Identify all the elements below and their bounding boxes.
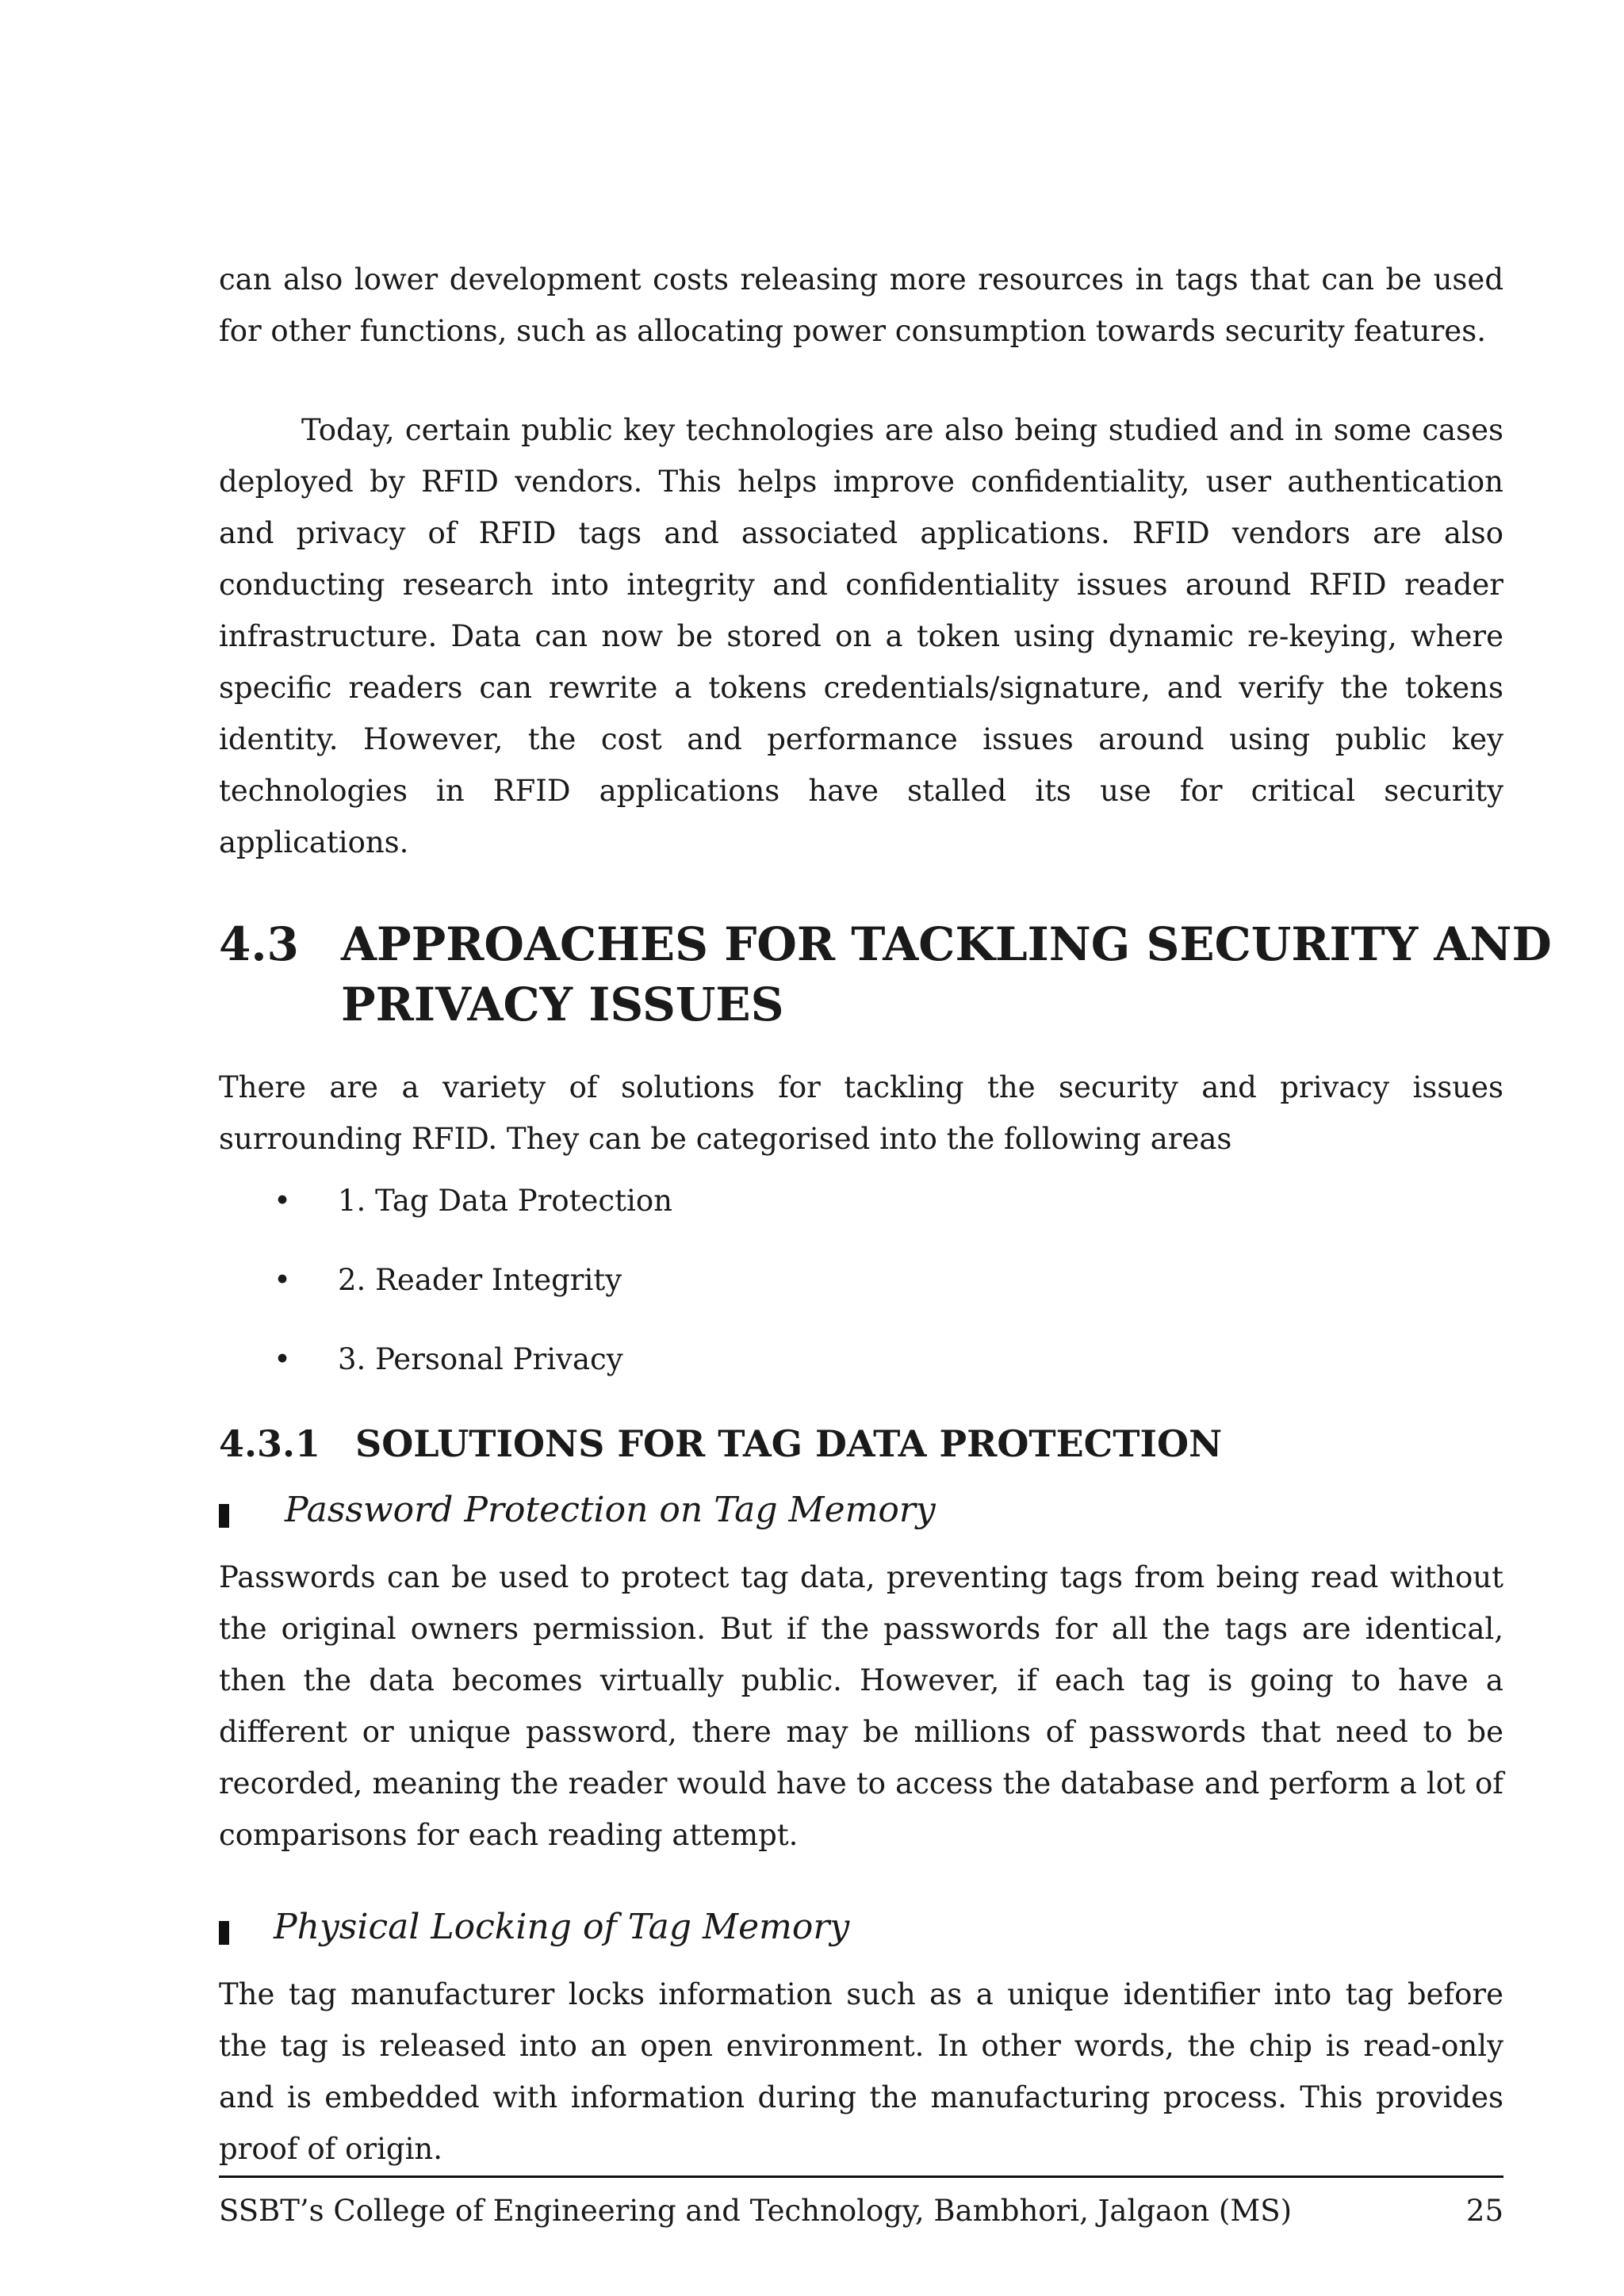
subsection-heading (219, 1420, 1503, 1468)
footer-institution: SSBT’s College of Engineering and Technology, Bambhori, Jalgaon (MS) (219, 2194, 1293, 2228)
physical-locking-heading (219, 1904, 1503, 1951)
list-item (219, 1341, 1503, 1379)
subsection-number: 4.3.1 (219, 1422, 321, 1465)
list-item-text: 2. Reader Integrity (338, 1263, 622, 1297)
areas-list (219, 1182, 1503, 1379)
section-number: 4.3 (219, 917, 299, 971)
subsection-title: SOLUTIONS FOR TAG DATA PROTECTION (355, 1422, 1223, 1465)
page-footer (219, 2175, 1503, 2235)
public-key-paragraph: Today, certain public key technologies are also being studied and in some cases deployed by RFID vendors. This helps improve confidentiality, user authentication and privacy of RFID tags and associated applications. RFID vendors are also conducting research into integrity and confidentiality issues around RFID reader infrastructure. Data can now be stored on a token using dynamic re-keying, where specific readers can rewrite a tokens credentials/signature, and verify the tokens identity. However, the cost and performance issues around using public key technologies in RFID applications have stalled its use for critical security applications. (219, 413, 1503, 859)
bullet-icon: • (274, 1342, 291, 1376)
password-protection-title: Password Protection on Tag Memory (285, 1490, 936, 1530)
physical-locking-title: Physical Locking of Tag Memory (274, 1907, 850, 1947)
section-intro-paragraph: There are a variety of solutions for tackling the security and privacy issues surrounding RFID. They can be categorised into the following areas (219, 1070, 1503, 1156)
bullet-icon: • (274, 1263, 291, 1297)
password-protection-heading (219, 1487, 1503, 1534)
bullet-icon: • (274, 1184, 291, 1218)
section-title (341, 914, 1552, 1035)
physical-locking-paragraph: The tag manufacturer locks information such as a unique identifier into tag before the tag is released into an open environment. In other words, the chip is read-only and is embedded with information during the manufacturing process. This provides proof of origin. (219, 1977, 1503, 2166)
list-item (219, 1182, 1503, 1220)
section-heading (219, 914, 1552, 1035)
paragraph-gap (219, 357, 1503, 404)
footer-rule (219, 2175, 1503, 2178)
footer-row (219, 2187, 1503, 2235)
list-item (219, 1261, 1503, 1299)
list-item-text: 1. Tag Data Protection (338, 1184, 672, 1218)
section-title-line-2: PRIVACY ISSUES (341, 978, 784, 1031)
section-title-line-1: APPROACHES FOR TACKLING SECURITY AND (341, 917, 1552, 971)
square-bullet-icon (219, 1921, 229, 1945)
square-bullet-icon (219, 1504, 229, 1528)
page-body (219, 254, 1552, 2175)
page-number: 25 (1465, 2194, 1503, 2228)
password-protection-paragraph: Passwords can be used to protect tag data, preventing tags from being read without the original owners permission. But if the passwords for all the tags are identical, then the data becomes virtually public. However, if each tag is going to have a different or unique password, there may be millions of passwords that need to be recorded, meaning the reader would have to access the database and perform a lot of comparisons for each reading attempt. (219, 1560, 1503, 1852)
list-item-text: 3. Personal Privacy (338, 1342, 623, 1376)
intro-paragraph: can also lower development costs releasing more resources in tags that can be used for other functions, such as allocating power consumption towards security features. (219, 262, 1503, 348)
